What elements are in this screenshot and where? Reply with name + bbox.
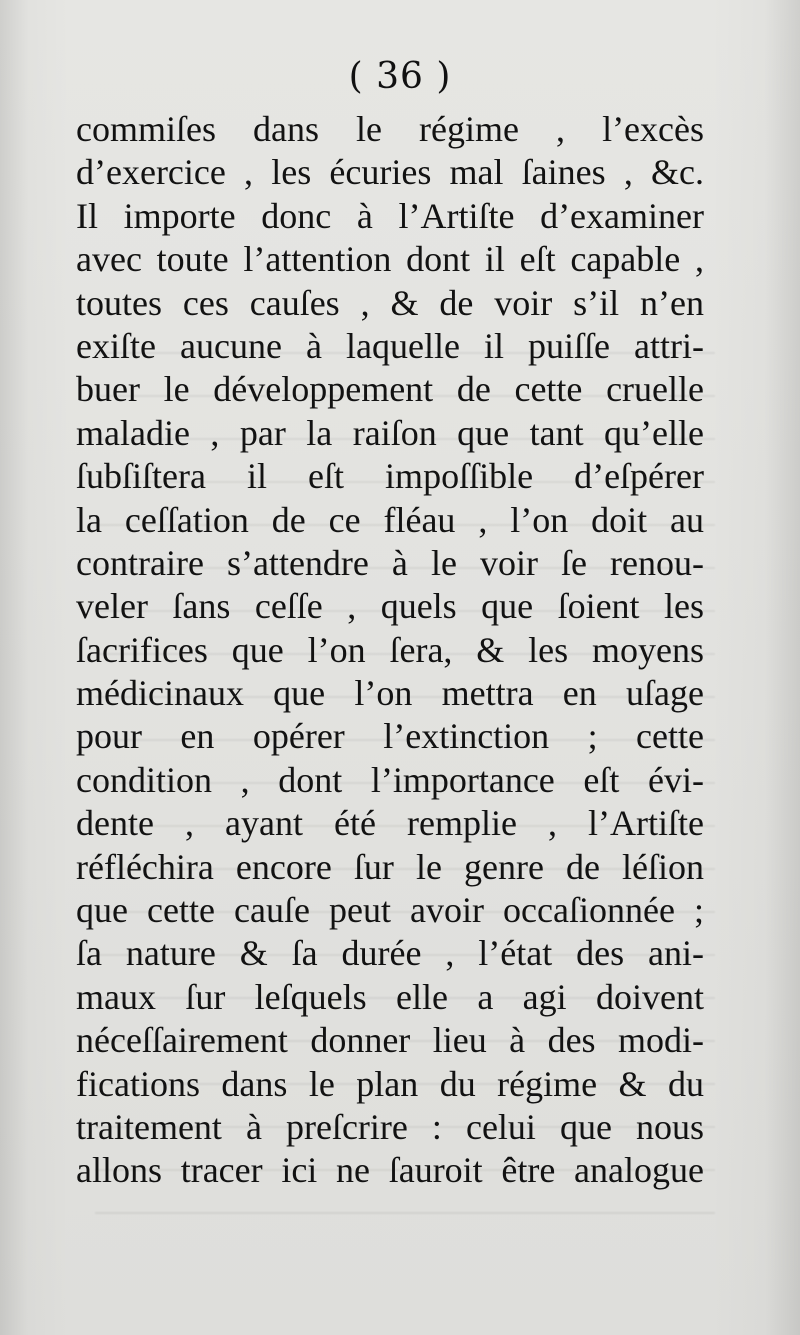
text-line: ſubſiſtera il eſt impoſſible d’eſpérer: [76, 456, 704, 497]
text-line: ſa nature & ſa durée , l’état des ani-: [76, 933, 704, 974]
text-line: fications dans le plan du régime & du: [76, 1063, 704, 1104]
text-line: condition , dont l’importance eſt évi-: [76, 759, 704, 800]
text-line: maladie , par la raiſon que tant qu’elle: [76, 412, 704, 453]
text-line: buer le développement de cette cruelle: [76, 369, 704, 410]
text-line: d’exercice , les écuries mal ſaines , &c.: [76, 152, 704, 193]
text-line: que cette cauſe peut avoir occaſionnée ;: [76, 890, 704, 931]
text-line: contraire s’attendre à le voir ſe renou-: [76, 542, 704, 583]
text-line: néceſſairement donner lieu à des modi-: [76, 1020, 704, 1061]
text-line: Il importe donc à l’Artiſte d’examiner: [76, 195, 704, 236]
text-line: toutes ces cauſes , & de voir s’il n’en: [76, 282, 704, 323]
text-line: allons tracer ici ne ſauroit être analogue: [76, 1150, 704, 1191]
text-line: pour en opérer l’extinction ; cette: [76, 716, 704, 757]
text-line: réfléchira encore ſur le genre de léſion: [76, 846, 704, 887]
body-text: [76, 108, 704, 1193]
text-line: la ceſſation de ce fléau , l’on doit au: [76, 499, 704, 540]
text-line: dente , ayant été remplie , l’Artiſte: [76, 803, 704, 844]
page-number: ( 36 ): [348, 56, 452, 97]
text-line: traitement à preſcrire : celui que nous: [76, 1106, 704, 1147]
text-line: exiſte aucune à laquelle il puiſſe attri-: [76, 325, 704, 366]
text-line: ſacrifices que l’on ſera, & les moyens: [76, 629, 704, 670]
text-line: veler ſans ceſſe , quels que ſoient les: [76, 586, 704, 627]
text-line: commiſes dans le régime , l’excès: [76, 109, 704, 149]
text-line: avec toute l’attention dont il eſt capable ,: [76, 239, 704, 280]
text-line: maux ſur leſquels elle a agi doivent: [76, 976, 704, 1017]
text-line: médicinaux que l’on mettra en uſage: [76, 673, 704, 714]
